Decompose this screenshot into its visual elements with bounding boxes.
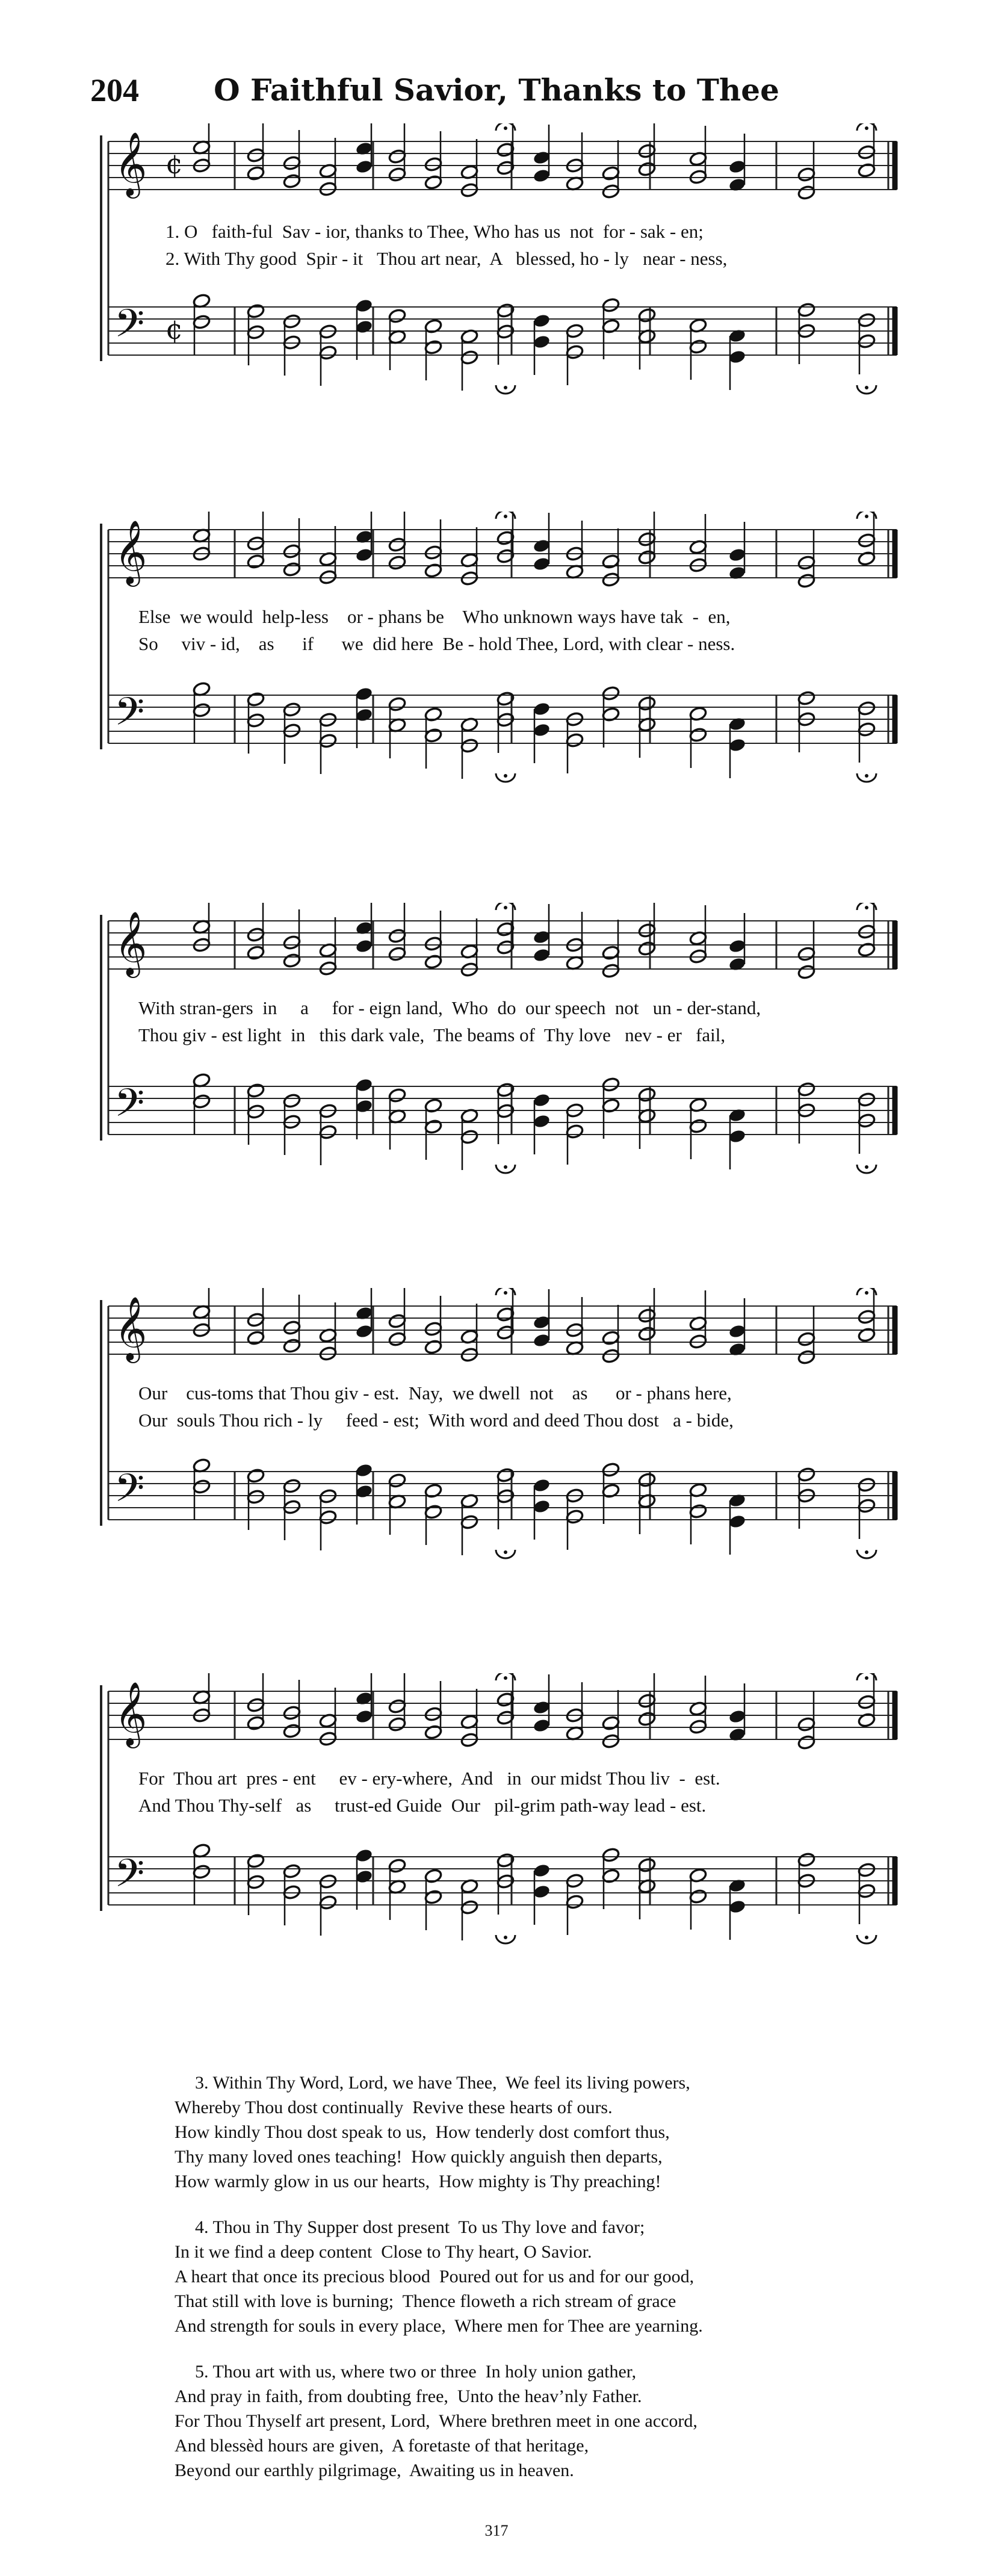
note-head [424,563,443,578]
note-head [424,1724,443,1740]
verse-3 [175,2070,897,2194]
fermata-dot [504,906,507,909]
note-head [602,1868,620,1884]
note-head [388,1698,407,1714]
note-head [797,1467,816,1482]
note-head [728,349,747,365]
note-head [533,1499,551,1514]
note-head [858,533,876,548]
note-head [533,1700,551,1715]
note-head [858,551,876,566]
note-head [797,302,816,318]
note-head [728,1342,747,1357]
note-head [247,945,265,961]
note-head [283,1705,302,1721]
note-head [424,1706,443,1722]
note-head [388,928,407,944]
note-head [728,938,747,954]
fermata-dot [865,515,868,518]
bass-clef-icon: 𝄢 [114,690,145,744]
music-system-4 [90,1288,903,1625]
note-head [858,333,876,349]
note-head [247,692,265,707]
note-head [638,941,657,956]
note-head [638,1857,657,1873]
verse-3-line: How kindly Thou dost speak to us, How tenderly dost comfort thus, [175,2122,670,2142]
note-head [355,1305,374,1321]
note-head [424,1868,443,1884]
note-head [193,1479,211,1494]
note-head [533,334,551,350]
note-head [638,550,657,565]
note-head [247,1715,265,1731]
hymn-title: O Faithful Savior, Thanks to Thee [214,72,779,108]
note-head [638,1308,657,1324]
note-head [566,732,584,748]
note-head [533,1314,551,1330]
note-head [355,1869,374,1884]
note-head [797,1331,816,1347]
note-head [533,556,551,572]
bass-clef-icon: 𝄢 [114,1081,145,1135]
note-head [797,1852,816,1868]
note-head [602,963,620,979]
note-head [797,167,816,182]
note-head [283,314,302,329]
note-head [283,562,302,577]
verse-3-line: How warmly glow in us our hearts, How mighty is Thy preaching! [175,2172,661,2191]
note-head [858,1712,876,1728]
note-head [689,1503,708,1519]
note-head [797,1717,816,1732]
note-head [247,1330,265,1346]
music-system-1 [90,123,903,460]
note-head [424,156,443,172]
note-head [355,159,374,175]
note-head [602,1847,620,1863]
note-head [283,173,302,189]
note-head [283,1320,302,1336]
note-head [728,1493,747,1508]
note-head [602,1330,620,1346]
note-head [355,1098,374,1114]
note-head [247,1874,265,1890]
note-head [319,345,338,361]
note-head [283,1723,302,1739]
note-head [728,547,747,563]
note-head [602,184,620,199]
note-head [602,1715,620,1731]
note-head [247,303,265,319]
note-head [728,956,747,972]
note-head [728,565,747,581]
note-head [858,1327,876,1343]
note-head [247,554,265,569]
note-head [388,696,407,712]
note-head [388,149,407,164]
note-head [638,143,657,159]
system-3-lyric-verse-1: With stran-gers in a for - eign land, Who do our speech not un - der-stand, [138,997,761,1018]
note-head [424,1889,443,1905]
note-head [533,1884,551,1899]
note-head [858,1477,876,1493]
note-head [728,177,747,193]
note-head [247,1853,265,1869]
note-head [533,929,551,945]
music-system-5 [90,1673,903,2010]
note-head [355,547,374,563]
note-head [355,298,374,314]
verse-4-line: And strength for souls in every place, Where men for Thee are yearning. [175,2316,703,2336]
system-5-lyric-verse-2: And Thou Thy-self as trust-ed Guide Our pil-grim path-way lead - est. [138,1795,707,1816]
note-head [283,953,302,968]
note-head [728,1878,747,1893]
note-head [424,1483,443,1499]
system-5-lyric-verse-1: For Thou art pres - ent ev - ery-where, And in our midst Thou liv - est. [138,1768,720,1789]
note-head [533,538,551,554]
note-head [388,555,407,571]
note-head [638,308,657,323]
note-head [533,1718,551,1733]
fermata-dot [865,774,868,778]
note-head [602,1462,620,1478]
note-head [728,737,747,753]
note-head [283,1338,302,1354]
note-head [283,935,302,950]
cut-time-icon: ¢ [166,147,184,180]
verse-5-line: For Thou Thyself art present, Lord, Where brethren meet in one accord, [175,2411,698,2431]
note-head [858,1498,876,1514]
fermata-dot [865,386,868,389]
note-head [355,1691,374,1706]
note-head [602,1733,620,1749]
note-head [319,733,338,749]
note-head [728,1514,747,1529]
note-head [689,339,708,355]
fermata-dot [504,1676,507,1680]
treble-clef-icon: 𝄞 [114,1296,147,1360]
note-head [602,945,620,961]
hymn-number: 204 [90,72,139,108]
note-head [355,1848,374,1863]
note-head [858,1694,876,1710]
note-head [193,314,211,330]
note-head [638,1087,657,1103]
verse-4-line: In it we find a deep content Close to Thy heart, O Savior. [175,2242,592,2262]
note-head [858,1309,876,1325]
fermata-dot [504,386,507,389]
note-head [728,1899,747,1915]
system-4-lyric-verse-2: Our souls Thou rich - ly feed - est; With word and deed Thou dost a - bide, [138,1410,734,1431]
note-head [728,1727,747,1742]
note-head [858,163,876,178]
note-head [283,702,302,717]
note-head [533,1092,551,1108]
note-head [193,1094,211,1109]
note-head [247,536,265,551]
note-head [319,1124,338,1140]
note-head [283,155,302,171]
note-head [728,1709,747,1724]
note-head [283,543,302,559]
note-head [638,1693,657,1709]
note-head [638,696,657,711]
note-head [858,312,876,328]
note-head [602,1077,620,1092]
note-head [533,722,551,738]
note-head [797,964,816,980]
note-head [355,319,374,335]
note-head [424,1504,443,1520]
note-head [533,947,551,963]
system-4-lyric-verse-1: Our cus-toms that Thou giv - est. Nay, we dwell not as or - phans here, [138,1382,732,1404]
verse-4-line: That still with love is burning; Thence floweth a rich stream of grace [175,2291,676,2311]
note-head [797,1082,816,1097]
note-head [858,924,876,940]
note-head [797,1735,816,1750]
note-head [247,324,265,340]
note-head [460,738,479,754]
note-head [460,1129,479,1145]
note-head [355,707,374,723]
note-head [424,339,443,355]
note-head [355,529,374,545]
note-head [533,701,551,717]
note-head [283,1093,302,1109]
verse-4-line: A heart that once its precious blood Poured out for us and for our good, [175,2267,694,2287]
note-head [638,923,657,938]
music-system-3 [90,903,903,1240]
note-head [424,1339,443,1355]
note-head [602,1348,620,1364]
note-head [728,1107,747,1123]
page-number: 317 [484,2522,509,2539]
note-head [283,1478,302,1494]
note-head [460,1899,479,1915]
note-head [355,1324,374,1339]
bass-clef-icon: 𝄢 [114,302,145,356]
note-head [319,1895,338,1910]
verse-5-line: And blessèd hours are given, A foretaste of that heritage, [175,2436,589,2456]
note-head [355,1484,374,1499]
note-head [797,555,816,571]
fermata-dot [504,1936,507,1939]
note-head [247,713,265,728]
note-head [689,1889,708,1904]
note-head [533,168,551,184]
note-head [424,936,443,952]
system-2-lyric-verse-2: So viv - id, as if we did here Be - hold Thee, Lord, with clear - ness. [138,633,735,654]
bass-clef-icon: 𝄢 [114,1466,145,1520]
note-head [460,350,479,365]
note-head [424,1098,443,1113]
note-head [797,573,816,589]
note-head [797,185,816,200]
note-head [247,1312,265,1328]
treble-clef-icon: 𝄞 [114,1681,147,1745]
fermata-dot [504,126,507,130]
fermata-dot [504,1165,507,1169]
note-head [388,1313,407,1329]
system-1-lyric-verse-1: 1. O faith-ful Sav - ior, thanks to Thee, Who has us not for - sak - en; [166,221,704,242]
note-head [566,1124,584,1139]
note-head [858,144,876,160]
note-head [602,297,620,313]
fermata-dot [504,1291,507,1295]
note-head [247,1083,265,1098]
treble-clef-icon: 𝄞 [114,519,147,584]
note-head [247,1104,265,1119]
note-head [424,728,443,743]
note-head [638,1326,657,1342]
fermata-dot [865,1936,868,1939]
verse-4 [175,2215,897,2338]
note-head [388,167,407,182]
note-head [602,318,620,334]
note-head [638,1472,657,1488]
fermata-dot [504,1550,507,1554]
fermata-dot [865,1291,868,1295]
note-head [858,1862,876,1878]
bass-clef-icon: 𝄢 [114,1851,145,1906]
fermata-dot [865,126,868,130]
note-head [247,927,265,943]
treble-clef-icon: 𝄞 [114,131,147,196]
note-head [602,166,620,181]
note-head [355,938,374,954]
note-head [566,1509,584,1525]
fermata-dot [865,1165,868,1169]
note-head [602,1098,620,1113]
note-head [388,946,407,962]
note-head [797,946,816,962]
system-1-lyric-verse-2: 2. With Thy good Spir - it Thou art near, A blessed, ho - ly near - ness, [166,248,728,269]
note-head [247,1697,265,1713]
verse-3-line: 3. Within Thy Word, Lord, we have Thee, We feel its living powers, [195,2073,690,2093]
verse-5-line: And pray in faith, from doubting free, Unto the heav’nly Father. [175,2386,642,2406]
note-head [728,159,747,175]
note-head [247,166,265,181]
hymn-header [0,66,993,114]
note-head [797,690,816,706]
cut-time-icon: ¢ [166,313,184,345]
note-head [638,161,657,177]
note-head [247,147,265,163]
verse-5-line: 5. Thou art with us, where two or three In holy union gather, [195,2362,637,2382]
note-head [424,1321,443,1337]
note-head [728,1324,747,1339]
note-head [193,702,211,718]
fermata-dot [865,1550,868,1554]
note-head [283,1863,302,1879]
note-head [728,328,747,344]
note-head [424,954,443,970]
note-head [193,1864,211,1880]
note-head [355,1077,374,1093]
note-head [388,308,407,324]
note-head [424,1119,443,1135]
note-head [566,344,584,360]
note-head [460,1514,479,1530]
note-head [533,313,551,329]
note-head [533,1863,551,1878]
note-head [638,1711,657,1727]
note-head [388,1088,407,1103]
note-head [388,1717,407,1732]
note-head [319,1509,338,1525]
note-head [533,1478,551,1493]
note-head [797,1349,816,1365]
verse-5-line: Beyond our earthly pilgrimage, Awaiting us in heaven. [175,2460,574,2480]
note-head [602,572,620,587]
fermata-dot [504,774,507,778]
note-head [533,1113,551,1129]
system-3-lyric-verse-2: Thou giv - est light in this dark vale, The beams of Thy love nev - er fail, [138,1024,726,1045]
note-head [602,554,620,569]
note-head [533,150,551,166]
note-head [424,545,443,560]
note-head [355,686,374,702]
note-head [355,141,374,156]
verse-3-line: Whereby Thou dost continually Revive these hearts of ours. [175,2098,613,2117]
note-head [247,1489,265,1505]
fermata-dot [504,515,507,518]
note-head [858,722,876,737]
fermata-dot [865,1676,868,1680]
note-head [602,707,620,722]
note-head [388,1331,407,1347]
note-head [355,920,374,936]
fermata-dot [865,906,868,909]
note-head [247,1468,265,1484]
note-head [424,707,443,722]
treble-clef-icon: 𝄞 [114,911,147,975]
note-head [638,531,657,547]
note-head [533,1333,551,1348]
note-head [355,1463,374,1478]
verse-3-line: Thy many loved ones teaching! How quickly anguish then departs, [175,2147,663,2167]
music-system-2 [90,512,903,849]
note-head [388,1858,407,1874]
note-head [355,1709,374,1724]
note-head [388,1473,407,1488]
note-head [388,537,407,553]
note-head [424,318,443,334]
note-head [858,1883,876,1899]
note-head [689,727,708,743]
note-head [858,942,876,958]
note-head [858,1092,876,1107]
note-head [566,1894,584,1910]
note-head [728,1129,747,1144]
note-head [424,175,443,190]
note-head [858,1113,876,1129]
note-head [858,701,876,716]
note-head [602,686,620,701]
system-2-lyric-verse-1: Else we would help-less or - phans be Who unknown ways have tak - en, [138,606,731,627]
verse-4-line: 4. Thou in Thy Supper dost present To us Thy love and favor; [195,2217,645,2237]
note-head [602,1483,620,1499]
note-head [689,1118,708,1134]
note-head [728,716,747,732]
